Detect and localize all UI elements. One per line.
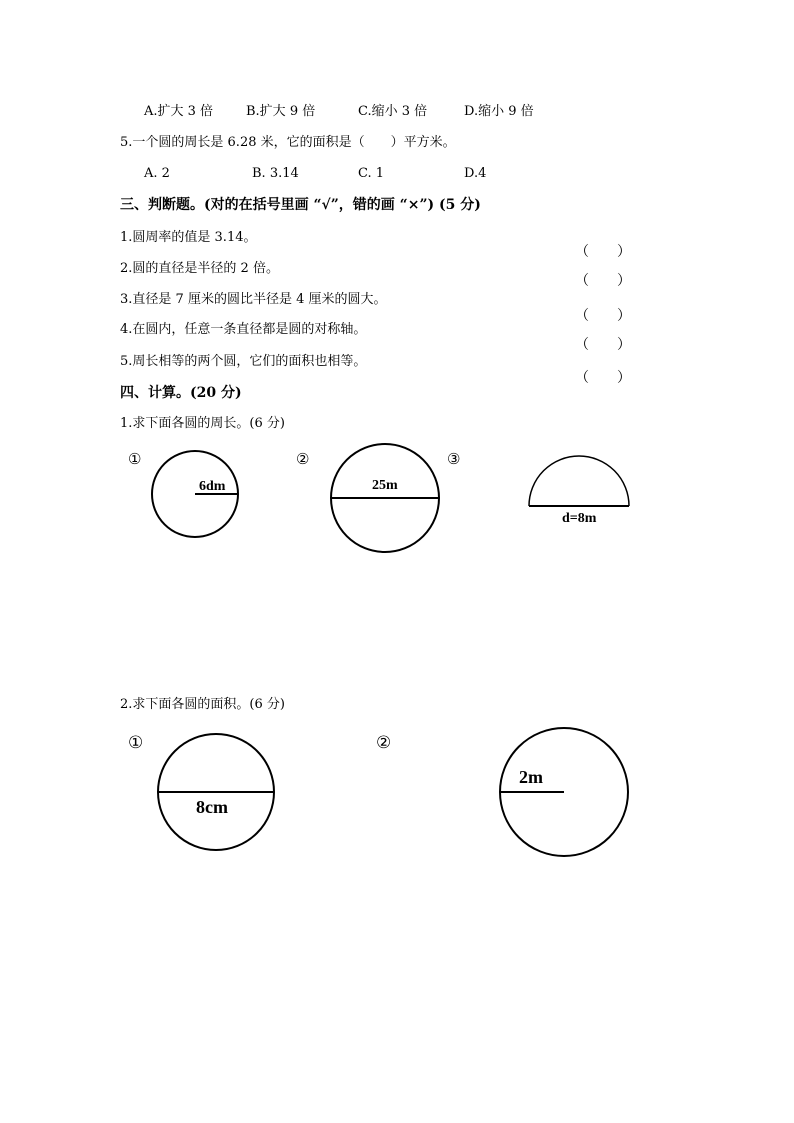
marker-1-area: ①: [128, 733, 144, 753]
judge-item-3: 3.直径是 7 厘米的圆比半径是 4 厘米的圆大。: [120, 292, 387, 307]
marker-2-area: ②: [376, 733, 392, 753]
circle-radius-2m: [500, 728, 628, 856]
answer-bracket-1[interactable]: （ ）: [575, 244, 631, 260]
judge-item-2: 2.圆的直径是半径的 2 倍。: [120, 261, 279, 276]
judge-item-1: 1.圆周率的值是 3.14。: [120, 230, 257, 245]
label-d8m: d=8m: [562, 511, 597, 526]
answer-bracket-5[interactable]: （ ）: [575, 370, 631, 386]
q4-option-d: D.缩小 9 倍: [464, 104, 534, 119]
label-8cm: 8cm: [196, 797, 228, 817]
judge-item-4: 4.在圆内，任意一条直径都是圆的对称轴。: [120, 322, 367, 337]
answer-bracket-3[interactable]: （ ）: [575, 308, 631, 324]
semicircle-d8m: [529, 456, 629, 526]
q5-stem: 5.一个圆的周长是 6.28 米，它的面积是（ ）平方米。: [120, 135, 456, 150]
label-2m: 2m: [519, 767, 543, 787]
answer-bracket-2[interactable]: （ ）: [575, 273, 631, 289]
circle-radius-6dm: [152, 451, 238, 537]
label-6dm: 6dm: [199, 479, 226, 494]
circle-diameter-8cm: [158, 734, 274, 850]
q5-option-b: B. 3.14: [252, 166, 299, 181]
marker-3-circumference: ③: [447, 450, 461, 468]
marker-2-circumference: ②: [296, 450, 310, 468]
q5-option-d: D.4: [464, 166, 487, 181]
q4-option-a: A.扩大 3 倍: [144, 104, 214, 119]
circle-diameter-25m: [331, 444, 439, 552]
q5-option-a: A. 2: [144, 166, 170, 181]
q5-option-c: C. 1: [358, 166, 385, 181]
label-25m: 25m: [372, 478, 398, 493]
answer-bracket-4[interactable]: （ ）: [575, 337, 631, 353]
section4-title: 四、计算。(20 分): [120, 385, 242, 401]
q4-option-c: C.缩小 3 倍: [358, 104, 428, 119]
q4-option-b: B.扩大 9 倍: [246, 104, 316, 119]
semicircle-arc: [529, 456, 629, 506]
section3-title: 三、判断题。(对的在括号里画 “√”，错的画 “×”) (5 分): [120, 197, 481, 213]
part2-title: 2.求下面各圆的面积。(6 分): [120, 697, 285, 712]
judge-item-5: 5.周长相等的两个圆，它们的面积也相等。: [120, 354, 367, 369]
part1-title: 1.求下面各圆的周长。(6 分): [120, 416, 285, 431]
marker-1-circumference: ①: [128, 450, 142, 468]
